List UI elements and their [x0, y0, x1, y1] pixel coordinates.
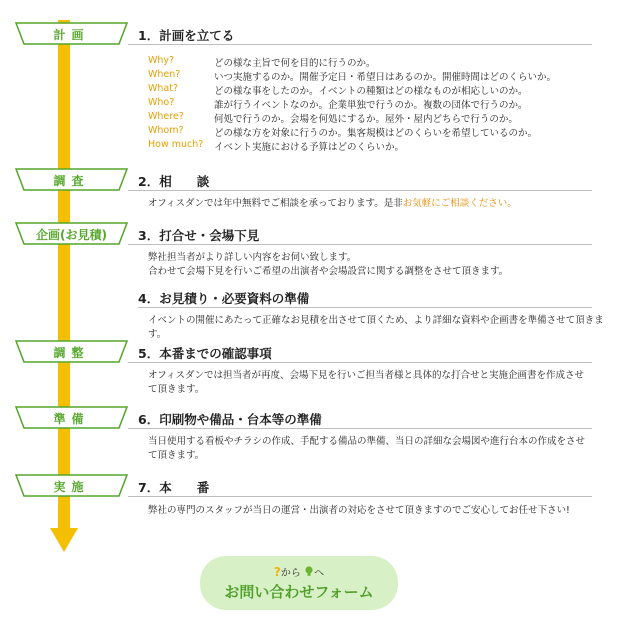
step-7-description: 弊社の専門のスタッフが当日の運営・出演者の対応をさせて頂きますのでご安心してお任せ下さい! [148, 505, 570, 516]
phase-tag-label: 準備 [53, 412, 90, 426]
phase-tag-prepare [15, 406, 128, 429]
question-key: How much? [148, 139, 204, 150]
step-2-title: 2．相 談 [138, 174, 210, 189]
step-2-description [148, 197, 590, 211]
phase-tag-plan [15, 22, 128, 45]
step-3-line-1: 弊社担当者がより詳しい内容をお伺い致します。 [148, 252, 357, 263]
phase-tag-proposal [15, 222, 128, 245]
step-2-text: オフィスダンでは年中無料でご相談を承っております。是非 [148, 198, 403, 209]
phase-tag-label: 計画 [53, 28, 90, 42]
phase-tag-adjust [15, 340, 128, 363]
phase-tag-execute [15, 474, 128, 497]
step-4-description: イベントの開催にあたって正確なお見積を出させて頂くため、より詳細な資料や企画書を準備させて頂きます。 [148, 315, 604, 340]
divider [138, 307, 592, 308]
step-3-line-2: 合わせて会場下見を行いご希望の出演者や会場設営に関する調整をさせて頂きます。 [148, 266, 509, 277]
step-7-title: 7．本 番 [138, 480, 210, 495]
question-text: いつ実施するのか。開催予定日・希望日はあるのか。開催時間はどのくらいか。 [214, 72, 557, 83]
question-key: Why? [148, 55, 175, 66]
divider [128, 244, 592, 245]
consult-highlight: お気軽にご相談ください。 [402, 198, 517, 209]
phase-tag-label: 企画(お見積) [36, 228, 107, 242]
question-text: 誰が行うイベントなのか。企業単独で行うのか。複数の団体で行うのか。 [214, 100, 528, 111]
to-text: へ [314, 568, 325, 579]
divider [128, 190, 592, 191]
from-text: から [280, 568, 301, 579]
step-6-description: 当日使用する看板やチラシの作成、手配する備品の準備、当日の詳細な会場図や進行台本の作成をさせて頂きます。 [148, 436, 586, 461]
divider [128, 362, 592, 363]
lightbulb-icon [304, 566, 314, 577]
phase-tag-label: 調査 [53, 174, 90, 188]
question-key: When? [148, 69, 181, 80]
question-key: What? [148, 83, 179, 94]
step-5-description: オフィスダンでは担当者が再度、会場下見を行いご担当者様と具体的な打合せと実施企画書を作成させて頂きます。 [148, 370, 585, 395]
step-5-title: 5．本番までの確認事項 [138, 346, 272, 361]
step-3-title: 3．打合せ・会場下見 [138, 228, 260, 243]
question-text: 何処で行うのか。会場を何処にするか。屋外・屋内どちらで行うのか。 [214, 114, 518, 125]
divider [128, 428, 592, 429]
question-text: どの様な方を対象に行うのか。集客規模はどのくらいを希望しているのか。 [214, 128, 538, 139]
question-mark-icon: ? [273, 565, 281, 579]
contact-subline [200, 564, 398, 579]
contact-form-button[interactable] [200, 556, 398, 610]
divider [128, 496, 592, 497]
divider [128, 44, 592, 45]
contact-form-label: お問い合わせフォーム [224, 583, 374, 601]
flow-arrow-head [50, 528, 78, 552]
question-text: どの様な主旨で何を目的に行うのか。 [214, 58, 376, 69]
question-key: Whom? [148, 125, 184, 136]
step-1-title: 1．計画を立てる [138, 28, 235, 43]
question-key: Who? [148, 97, 175, 108]
question-text: どの様な事をしたのか。イベントの種類はどの様なものが相応しいのか。 [214, 86, 528, 97]
phase-tag-label: 実施 [53, 480, 90, 494]
step-6-title: 6．印刷物や備品・台本等の準備 [138, 412, 322, 427]
step-4-title: 4．お見積り・必要資料の準備 [138, 291, 310, 306]
question-key: Where? [148, 111, 184, 122]
flow-arrow-shaft [58, 20, 70, 532]
phase-tag-research [15, 168, 128, 191]
question-text: イベント実施における予算はどのくらいか。 [214, 142, 405, 153]
phase-tag-label: 調整 [53, 346, 90, 360]
